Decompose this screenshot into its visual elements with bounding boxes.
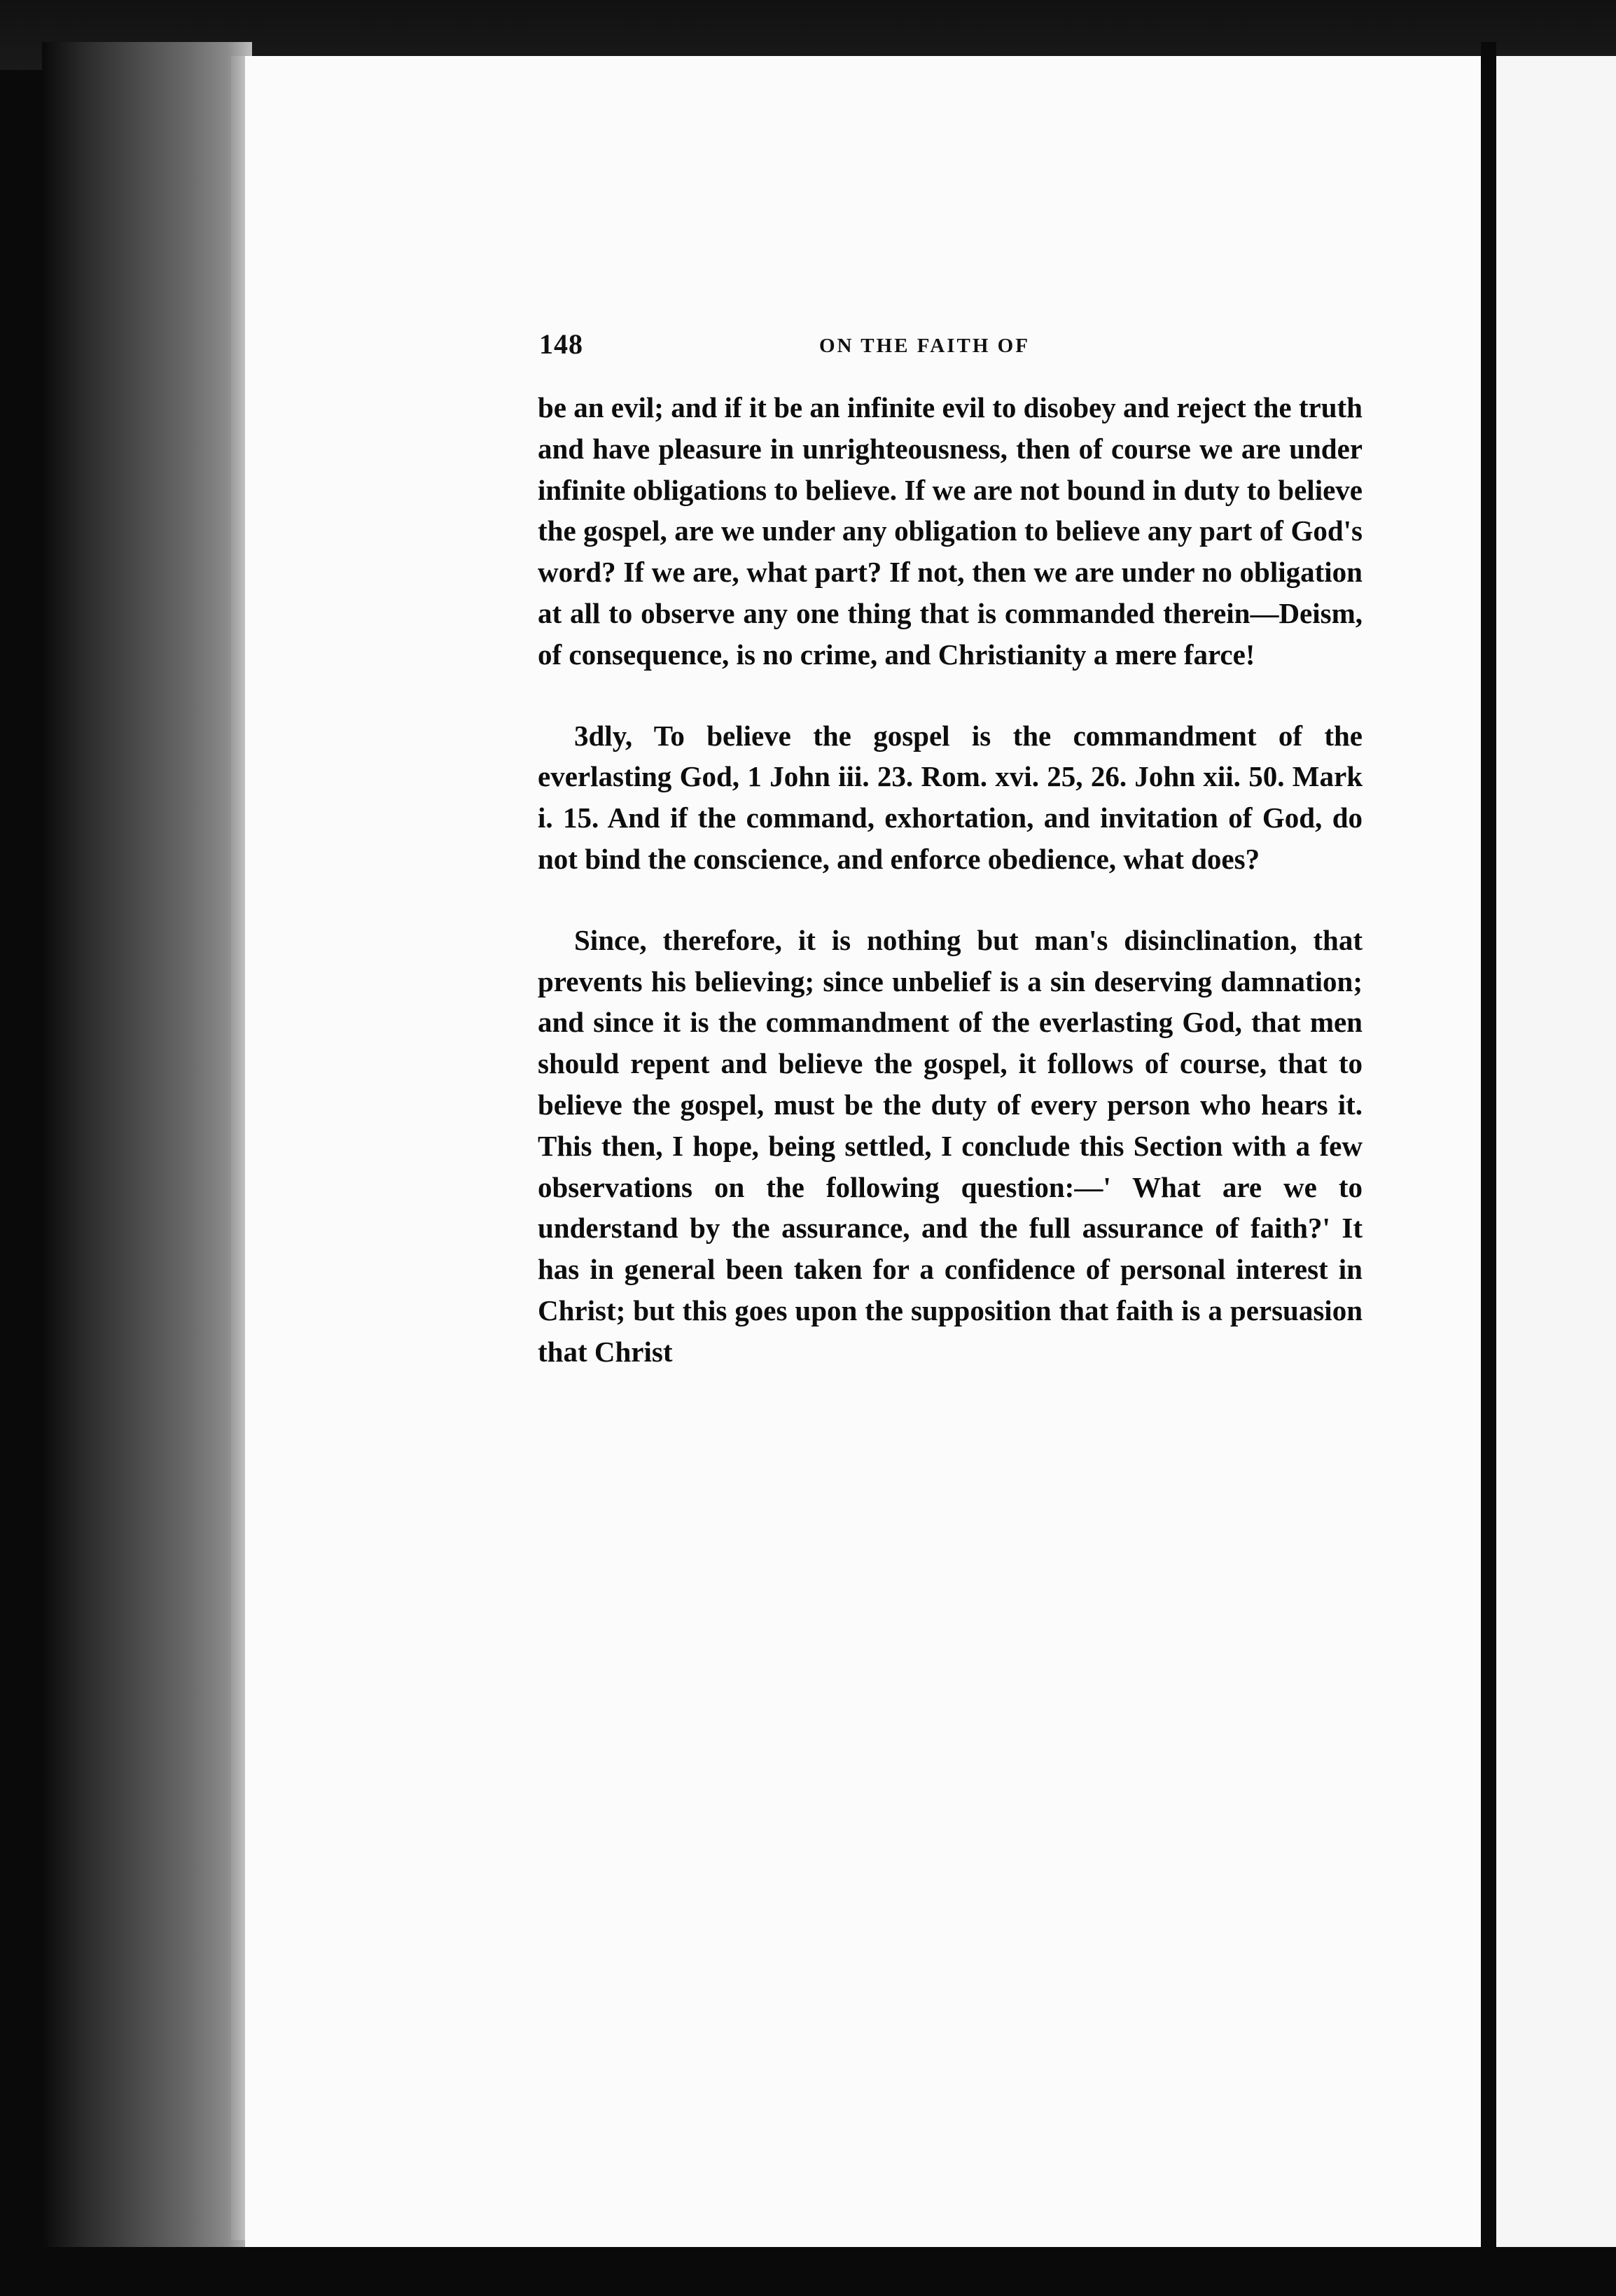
paragraph-1: be an evil; and if it be an infinite evil to disobey and reject the truth and have pleasure in unrighteousness, then of course we are under infinite obligations to believe. If we are not bound in duty to believe the gospel, are we under any obligation to believe any part of God's word? If we are, what part? If not, then we are under no obligation at all to observe any one thing that is commanded therein—Deism, of consequence, is no crime, and Christianity a mere farce! <box>538 391 1363 671</box>
page-number: 148 <box>539 328 583 360</box>
running-title: ON THE FAITH OF <box>819 335 1030 357</box>
page-header <box>539 328 1365 370</box>
page-divider <box>1481 42 1496 2254</box>
facing-page-edge <box>1496 56 1616 2247</box>
paragraph-3: Since, therefore, it is nothing but man's disinclination, that prevents his believing; since unbelief is a sin deserving damnation; and since it is the commandment of the everlasting God, that men should repent and believe the gospel, it follows of course, that to believe the gospel, must be the duty of every person who hears it. This then, I hope, being settled, I conclude this Section with a few observations on the following question:—' What are we to understand by the assurance, and the full assurance of faith?' It has in general been taken for a confidence of personal interest in Christ; but this goes upon the supposition that faith is a persuasion that Christ <box>538 923 1363 1368</box>
page-body <box>538 387 1363 1373</box>
book-spine <box>42 42 252 2254</box>
paragraph-2: 3dly, To believe the gospel is the commandment of the everlasting God, 1 John iii. 23. Rom. xvi. 25, 26. John xii. 50. Mark i. 15. And if the command, exhortation, and invitation of God, do not bind the conscience, and enforce obedience, what does? <box>538 719 1363 875</box>
scan-bottom-edge <box>0 2247 1616 2296</box>
